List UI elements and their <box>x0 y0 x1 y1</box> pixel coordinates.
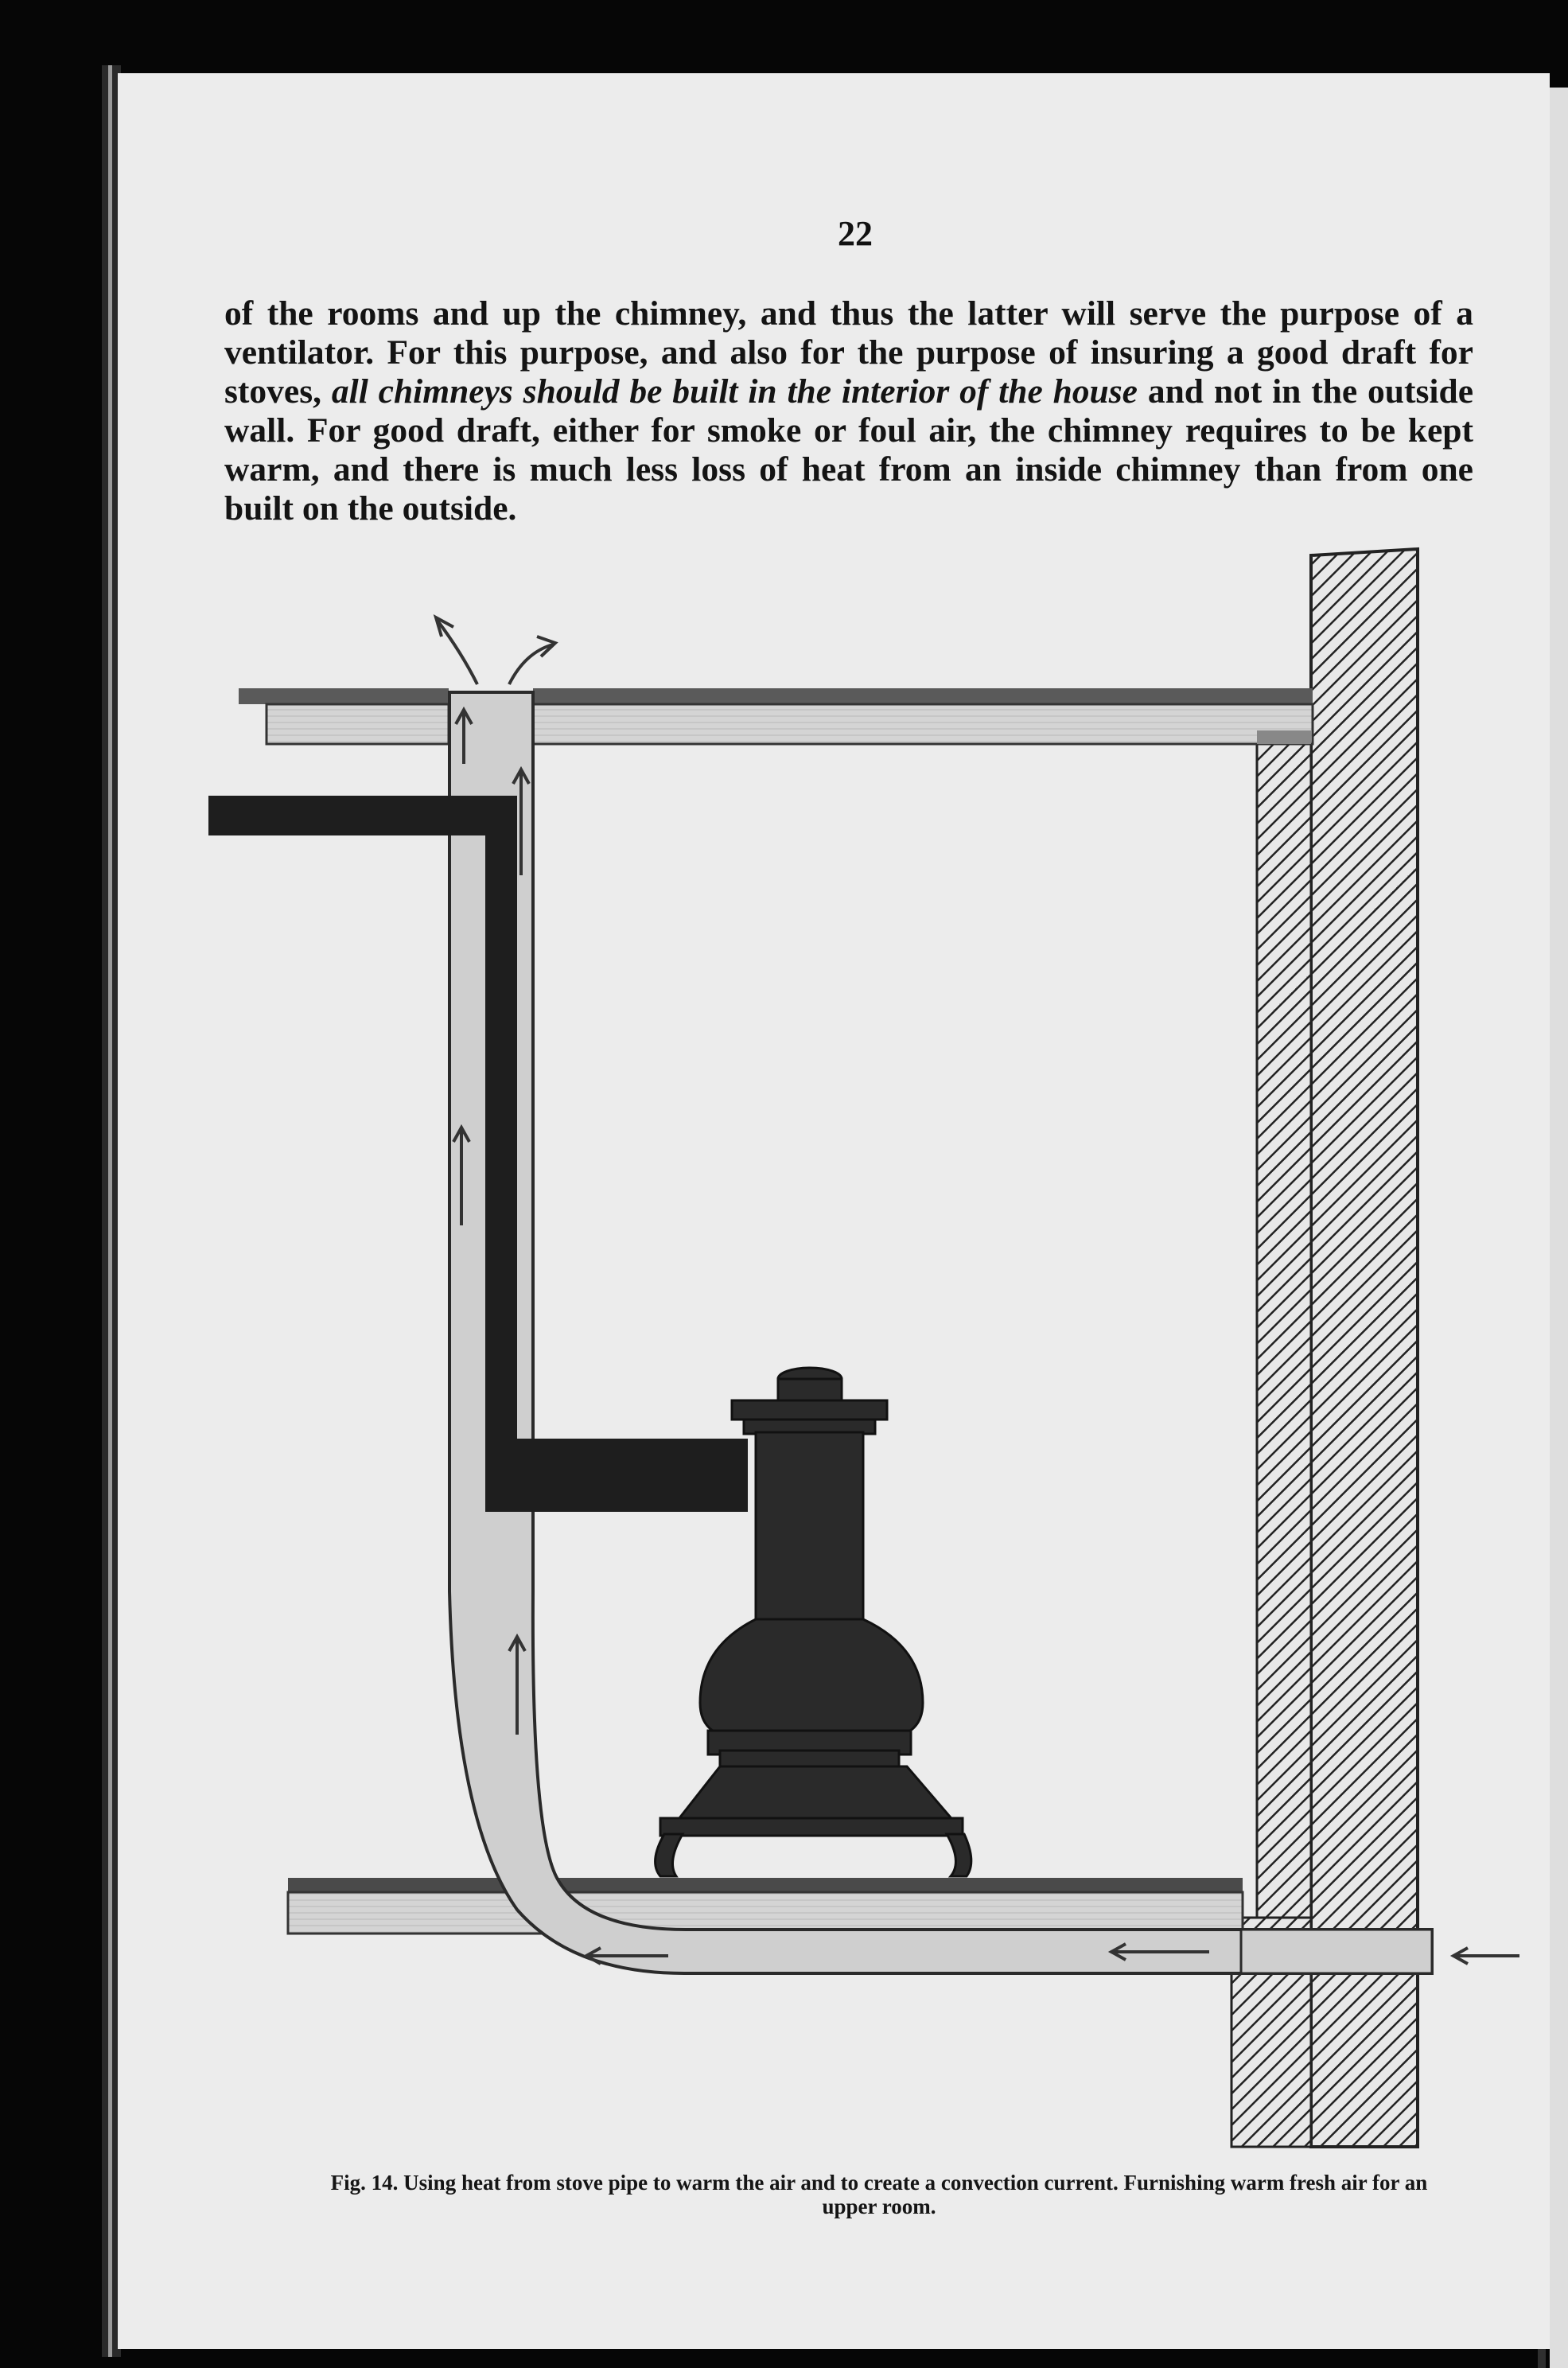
figure-label: Fig. 14. <box>330 2171 399 2195</box>
arrow-out-left <box>436 617 477 684</box>
paragraph-emphasis: all chimneys should be built in the interior of the house <box>331 372 1138 411</box>
paragraph-part-2: and not in the outside wall. For good draft, either for smoke or foul air, the chimney requires to be kept warm, and there is much less loss of heat from an inside chimney than from one built on the outside. <box>224 372 1473 528</box>
caption-text: Using heat from stove pipe to warm the air and to create a convection current. Furnishing warm fresh air for an upper room. <box>403 2171 1428 2218</box>
page-number: 22 <box>838 214 873 253</box>
outside-wall <box>1231 549 1418 2147</box>
arrow-in <box>1453 1948 1519 1964</box>
arrow-out-right <box>509 637 555 684</box>
upper-floor-joist <box>239 688 1313 744</box>
paragraph-part-1: of the rooms and up the chimney, and thus the latter will serve the purpose of a ventilator. For this purpose, and also for the purpose of insuring a good draft for stoves, <box>224 294 1473 411</box>
figure-caption <box>302 2171 1456 2218</box>
